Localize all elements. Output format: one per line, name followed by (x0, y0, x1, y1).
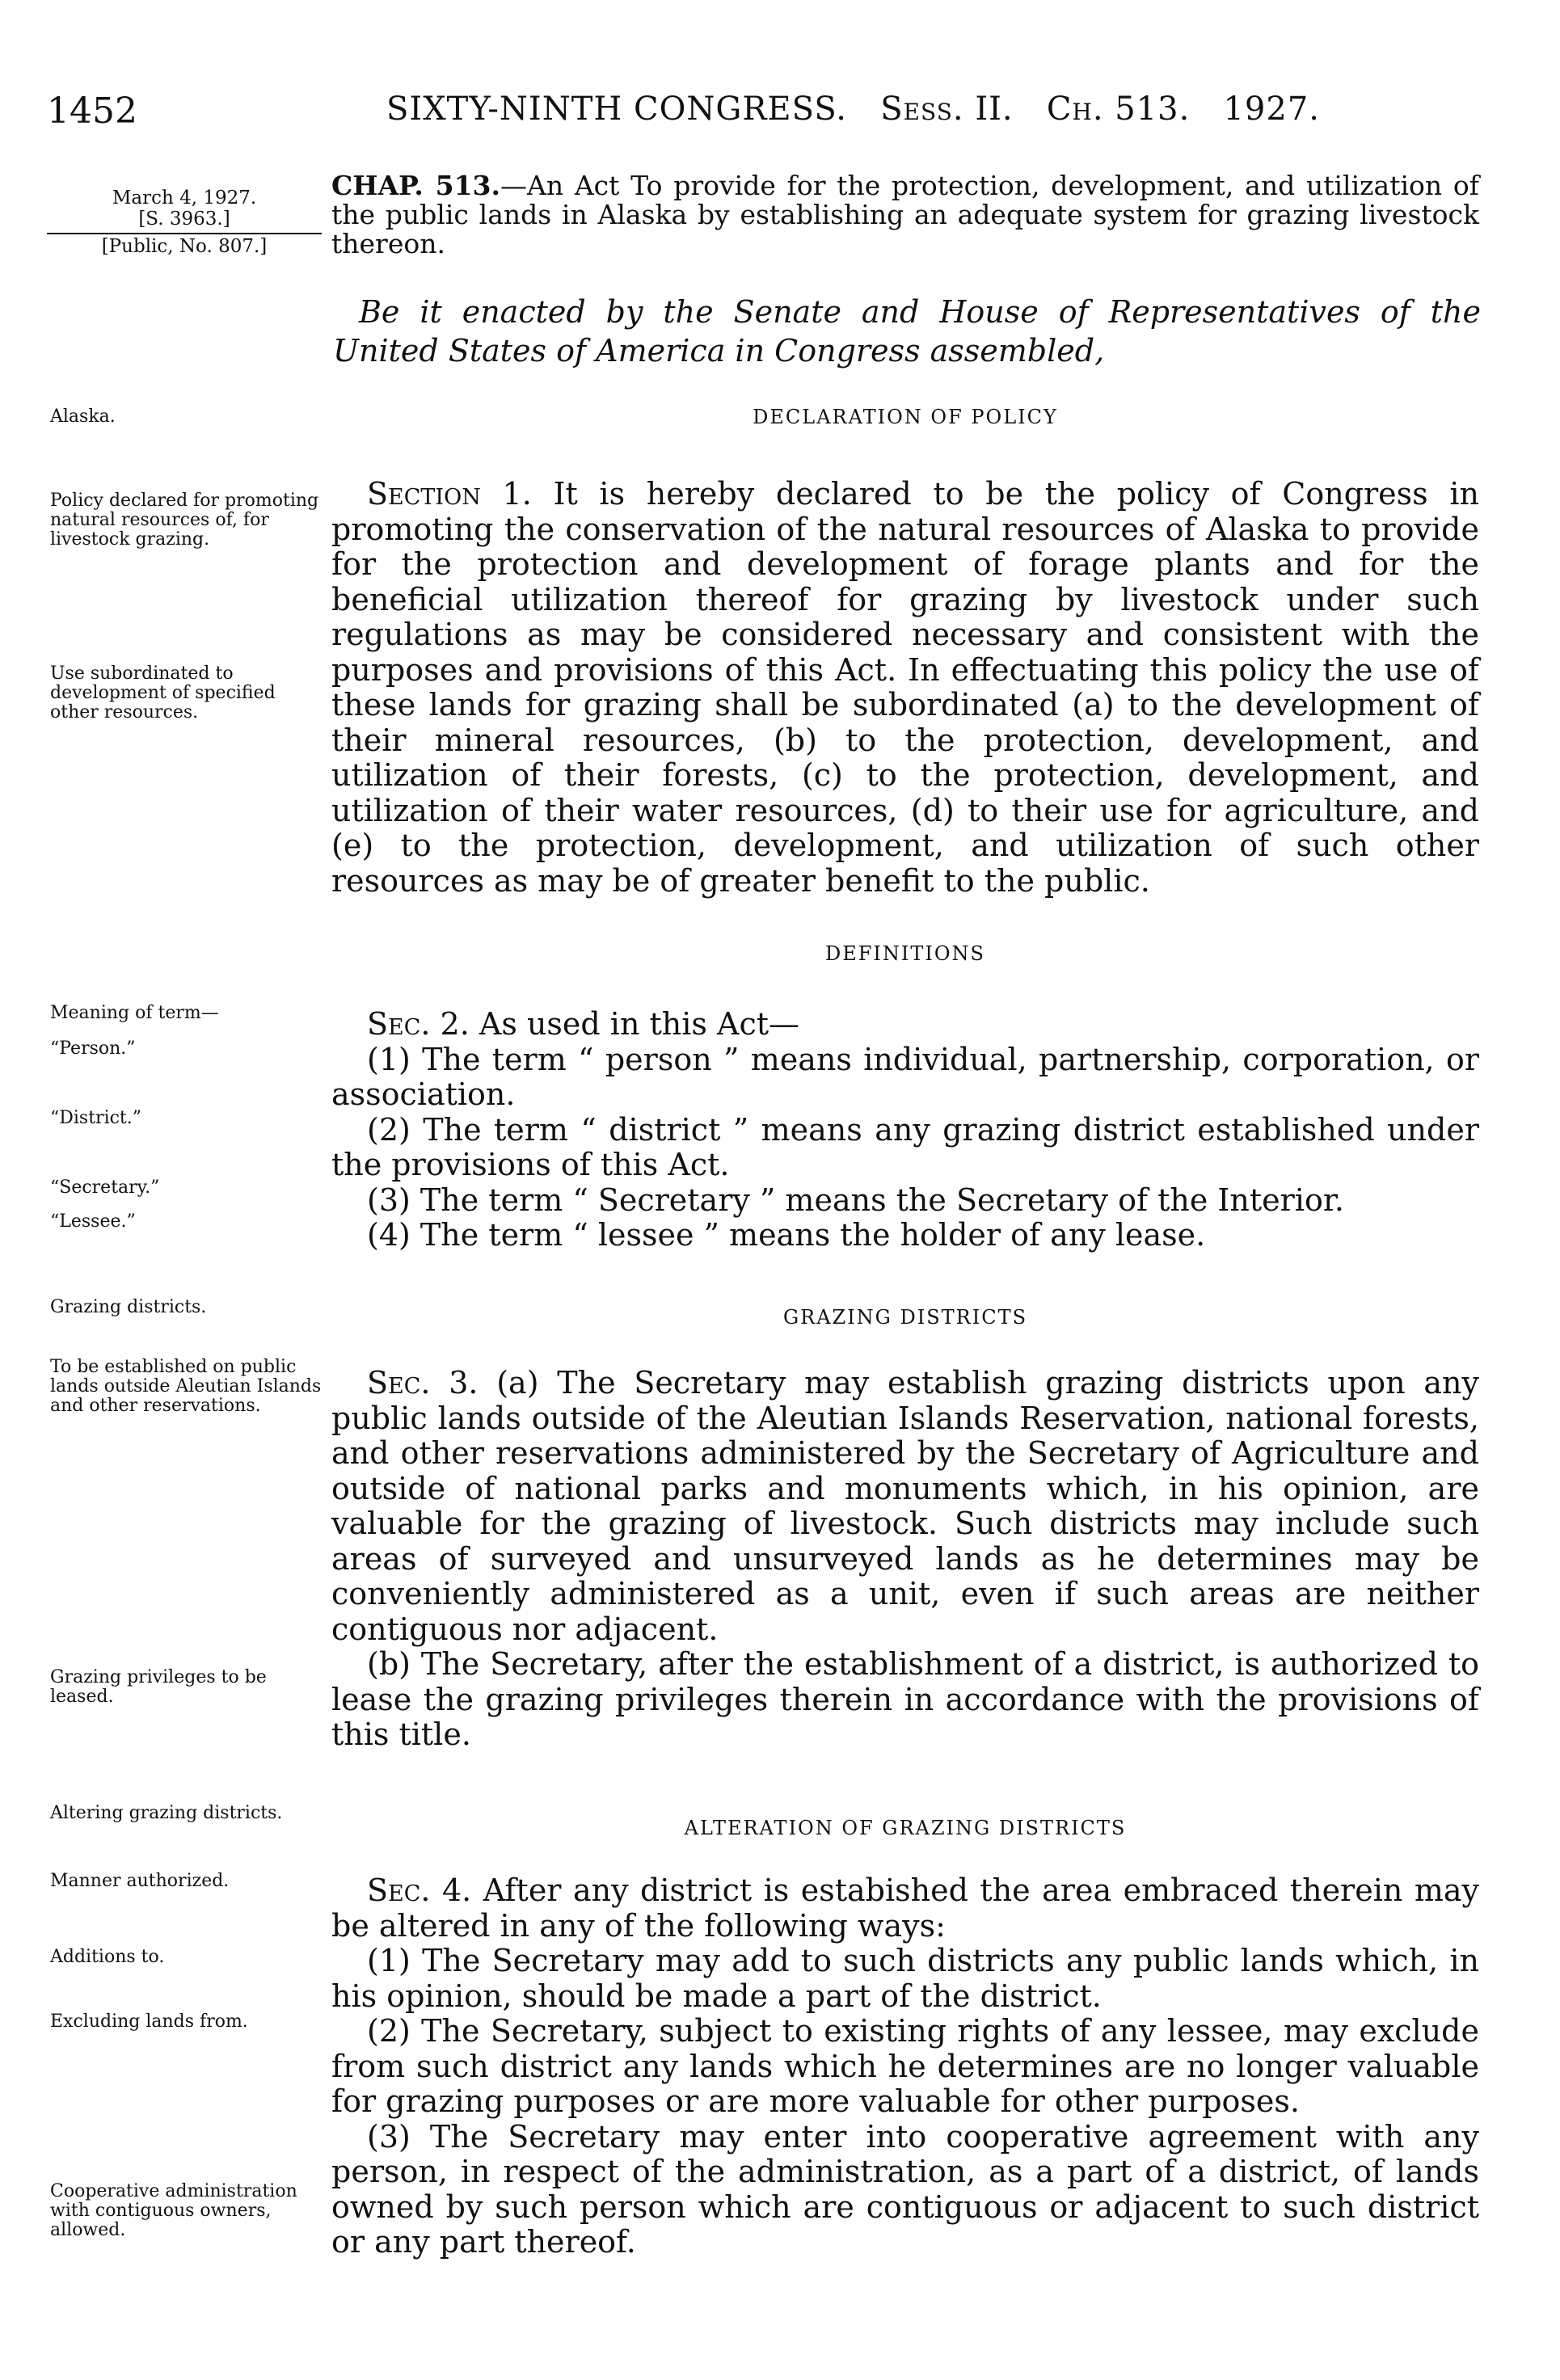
margin-note-established: To be established on public lands outside Aleutian Islands and other reservations. (50, 1357, 322, 1416)
stamp-public: [Public, No. 807.] (101, 236, 268, 257)
definition-district: (2) The term “ district ” means any grazing district established under the provisions of this Act. (331, 1111, 1479, 1182)
act-title-text: —An Act To provide for the protection, development, and utilization of the public lands in Alaska by establishing an adequate system for grazing livestock thereon. (331, 170, 1479, 259)
section-4-intro: After any district is estabished the area embraced therein may be altered in any of the following ways: (331, 1872, 1479, 1944)
page-number: 1452 (47, 91, 137, 132)
alteration-cooperative: (3) The Secretary may enter into cooperative agreement with any person, in respect of the administration, as a part of a district, of lands owned by such person which are contiguous or adjacent to such district or any part thereof. (331, 2118, 1479, 2260)
year-label: 1927. (1223, 91, 1320, 128)
stamp-bill: [S. 3963.] (138, 209, 230, 230)
running-header (47, 91, 1512, 139)
chapter-label: Ch. 513. (1046, 91, 1191, 128)
heading-declaration: DECLARATION OF POLICY (753, 406, 1058, 428)
heading-alteration: ALTERATION OF GRAZING DISTRICTS (684, 1817, 1127, 1839)
margin-note-altering: Altering grazing districts. (50, 1803, 283, 1823)
margin-note-lessee: “Lessee.” (50, 1211, 136, 1232)
congress-title: SIXTY-NINTH CONGRESS. (386, 91, 848, 128)
definition-lessee: (4) The term “ lessee ” means the holder of any lease. (367, 1217, 1206, 1253)
section-1-text: It is hereby declared to be the policy of Congress in promoting the conservation of the natural resources of Alaska to provide for the protection and development of forage plants and for the beneficial utilization thereof for grazing by livestock under such regulations as may be considered necessary and consistent with the purposes and provisions of this Act. In effectuating this policy the use of these lands for grazing shall be subordinated (a) to the development of their mineral resources, (b) to the protection, development, and utilization of their forests, (c) to the protection, development, and utilization of their water resources, (d) to their use for agriculture, and (e) to the protection, development, and utilization of such other resources as may be of greater benefit to the public. (331, 476, 1479, 899)
definition-secretary: (3) The term “ Secretary ” means the Secretary of the Interior. (367, 1182, 1344, 1218)
margin-note-manner: Manner authorized. (50, 1871, 230, 1891)
section-1-label: Section 1. (367, 476, 532, 512)
heading-definitions: DEFINITIONS (825, 942, 985, 965)
heading-grazing-districts: GRAZING DISTRICTS (782, 1306, 1028, 1329)
section-4 (331, 1873, 1479, 2260)
stamp-rule (47, 233, 322, 234)
alteration-additions: (1) The Secretary may add to such districts any public lands which, in his opinion, should be made a part of the district. (331, 1943, 1479, 2014)
act-title (331, 171, 1479, 259)
section-1-paragraph (331, 477, 1479, 899)
section-2-intro: As used in this Act— (479, 1006, 799, 1042)
margin-note-meaning: Meaning of term— (50, 1003, 219, 1023)
margin-note-excluding: Excluding lands from. (50, 2011, 248, 2032)
margin-note-alaska: Alaska. (50, 406, 116, 427)
section-2-label: Sec. 2. (367, 1006, 470, 1042)
margin-note-grazing-districts: Grazing districts. (50, 1297, 207, 1317)
chapter-number: CHAP. 513. (331, 170, 501, 201)
margin-note-additions: Additions to. (50, 1947, 165, 1967)
margin-note-district: “District.” (50, 1108, 142, 1128)
bill-stamp (47, 187, 322, 257)
section-2-intro-paragraph (331, 1007, 1479, 1043)
margin-note-cooperative: Cooperative administration with contiguous owners, allowed. (50, 2181, 297, 2240)
section-4-intro-paragraph (331, 1873, 1479, 1944)
section-3b: (b) The Secretary, after the establishment of a district, is authorized to lease the grazing privileges therein in accordance with the provisions of this title. (331, 1646, 1479, 1752)
section-3-label: Sec. 3. (367, 1365, 479, 1401)
margin-note-use-subordinated: Use subordinated to development of specified other resources. (50, 663, 276, 722)
section-2 (331, 1007, 1479, 1253)
alteration-exclusion: (2) The Secretary, subject to existing rights of any lessee, may exclude from such district any lands which he determines are no longer valuable for grazing purposes or are more valuable for other purposes. (331, 2013, 1479, 2119)
definition-person: (1) The term “ person ” means individual, partnership, corporation, or association. (331, 1041, 1479, 1112)
section-1 (331, 477, 1479, 899)
margin-note-secretary: “Secretary.” (50, 1177, 160, 1198)
section-4-label: Sec. 4. (367, 1872, 472, 1908)
section-3 (331, 1366, 1479, 1753)
stamp-date: March 4, 1927. (112, 187, 257, 209)
section-3a-text: (a) The Secretary may establish grazing districts upon any public lands outside of the Aleutian Islands Reservation, national forests, and other reservations administered by the Secretary of Agriculture and outside of national parks and monuments which, in his opinion, are valuable for the grazing of livestock. Such districts may include such areas of surveyed and unsurveyed lands as he determines may be conveniently administered as a unit, even if such areas are neither contiguous nor adjacent. (331, 1365, 1479, 1647)
session-label: Sess. II. (880, 91, 1014, 128)
margin-note-privileges: Grazing privileges to be leased. (50, 1667, 267, 1707)
running-title (386, 91, 1320, 128)
enacting-clause: Be it enacted by the Senate and House of Representatives of the United States of America in Congress assembled, (333, 294, 1481, 369)
margin-note-policy: Policy declared for promoting natural resources of, for livestock grazing. (50, 491, 319, 550)
margin-note-person: “Person.” (50, 1038, 136, 1059)
section-3a (331, 1366, 1479, 1647)
